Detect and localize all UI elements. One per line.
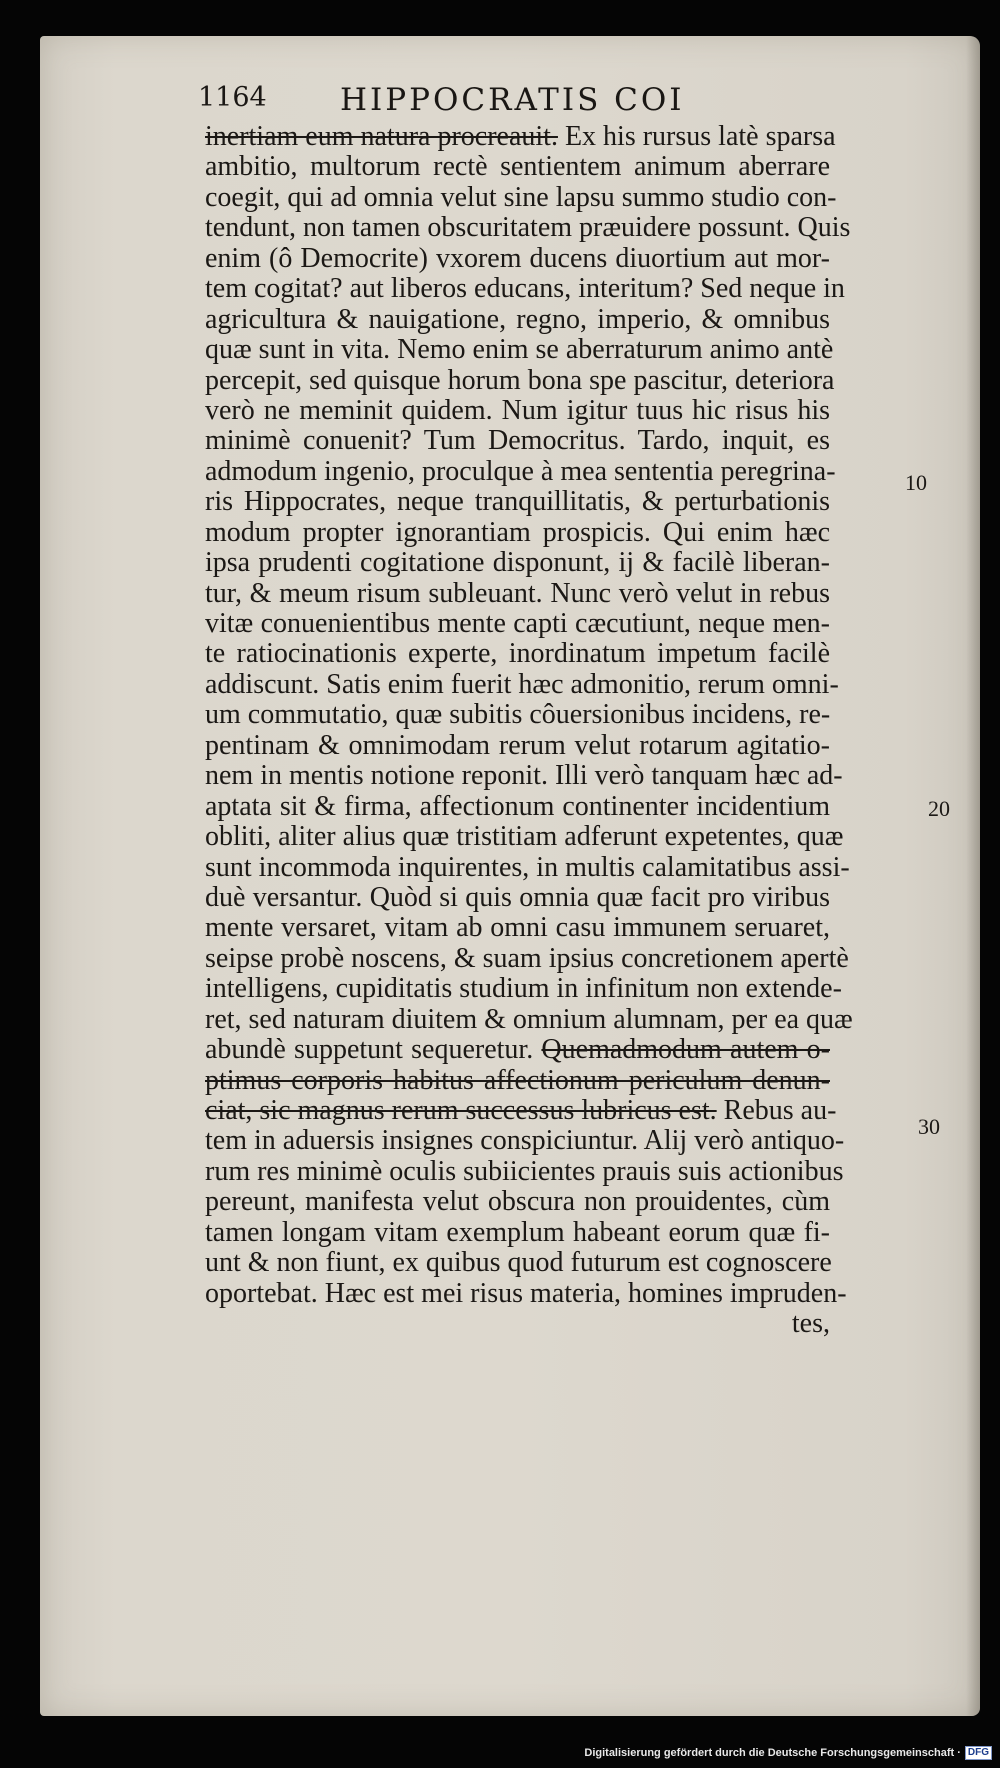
line-text: rum res minimè oculis subiicientes prauis suis actionibus <box>205 1155 844 1187</box>
text-line <box>205 1248 830 1278</box>
running-title: HIPPOCRATIS COI <box>340 82 685 118</box>
line-text: tem cogitat? aut liberos educans, interitum? Sed neque in <box>205 273 845 305</box>
line-text: unt & non fiunt, ex quibus quod futurum est cognoscere <box>205 1247 832 1279</box>
text-line <box>205 760 843 792</box>
text-line <box>205 334 834 366</box>
text-line <box>205 1003 853 1035</box>
line-text: enim (ô Democrite) vxorem ducens diuortium aut mor- <box>205 242 830 274</box>
line-text: addiscunt. Satis enim fuerit hæc admonitio, rerum omni- <box>205 668 839 700</box>
text-line <box>205 244 830 274</box>
text-line <box>205 942 849 974</box>
struck-text: ciat, sic magnus rerum successus lubricus est. <box>205 1095 717 1126</box>
line-text: ret, sed naturam diuitem & omnium alumnam, per ea quæ <box>205 1003 853 1035</box>
line-text: Rebus au- <box>716 1095 837 1126</box>
line-text: oportebat. Hæc est mei risus materia, homines impruden- <box>205 1277 847 1309</box>
line-text: pentinam & omnimodam rerum velut rotarum agitatio- <box>205 729 830 761</box>
text-line <box>205 1066 830 1096</box>
line-text: agricultura & nauigatione, regno, imperio, & omnibus <box>205 303 830 335</box>
text-line <box>205 639 830 669</box>
text-line <box>205 1277 847 1309</box>
text-line <box>205 426 830 456</box>
line-text: minimè conuenit? Tum Democritus. Tardo, inquit, es <box>205 425 830 457</box>
line-text: ambitio, multorum rectè sentientem animum aberrare <box>205 151 830 183</box>
text-line <box>205 121 836 152</box>
text-line <box>205 792 830 822</box>
line-text: ipsa prudenti cogitatione disponunt, ij & facilè liberan- <box>205 547 830 579</box>
text-line <box>205 548 830 578</box>
line-text: nem in mentis notione reponit. Illi verò tanquam hæc ad- <box>205 760 843 792</box>
line-text: Ex his rursus latè sparsa <box>557 121 836 152</box>
text-line <box>205 518 830 548</box>
text-line <box>205 668 839 700</box>
line-text: admodum ingenio, proculque à mea sententia peregrina- <box>205 455 836 487</box>
text-line <box>205 913 830 943</box>
text-line <box>205 1095 837 1126</box>
line-text: percepit, sed quisque horum bona spe pascitur, deteriora <box>205 364 835 396</box>
line-text: duè versantur. Quòd si quis omnia quæ facit pro viribus <box>205 881 830 913</box>
text-line <box>205 1309 830 1339</box>
text-line <box>205 305 830 335</box>
margin-line-number: 20 <box>928 796 950 821</box>
text-line <box>205 273 845 305</box>
struck-text: inertiam eum natura procreauit. <box>205 121 558 152</box>
margin-line-number: 10 <box>905 470 927 495</box>
text-line <box>205 851 850 883</box>
line-text: coegit, qui ad omnia velut sine lapsu summo studio con- <box>205 181 837 213</box>
text-line <box>205 181 837 213</box>
text-line <box>205 579 830 609</box>
line-text: um commutatio, quæ subitis côuersionibus incidens, re- <box>205 699 831 731</box>
text-line <box>205 609 830 639</box>
text-line <box>205 1035 830 1065</box>
text-line <box>205 364 835 396</box>
credit-text: Digitalisierung gefördert durch die Deutsche Forschungsgemeinschaft · <box>584 1747 961 1759</box>
page-number: 1164 <box>198 82 267 113</box>
text-line <box>205 883 830 913</box>
text-line <box>205 731 830 761</box>
text-line <box>205 700 830 730</box>
line-text: tendunt, non tamen obscuritatem præuidere possunt. Quis <box>205 212 851 244</box>
line-text: modum propter ignorantiam prospicis. Qui enim hæc <box>205 516 830 548</box>
line-text: ris Hippocrates, neque tranquillitatis, & perturbationis <box>205 486 830 518</box>
line-text: aptata sit & firma, affectionum continenter incidentium <box>205 790 830 822</box>
struck-text: ptimus corporis habitus affectionum periculum denun- <box>205 1064 830 1096</box>
line-text: tur, & meum risum subleuant. Nunc verò velut in rebus <box>205 577 830 609</box>
line-text: intelligens, cupiditatis studium in infinitum non extende- <box>205 973 842 1005</box>
line-text: seipse probè noscens, & suam ipsius concretionem apertè <box>205 942 849 974</box>
line-text: te ratiocinationis experte, inordinatum impetum facilè <box>205 638 830 670</box>
text-line <box>205 1125 845 1157</box>
text-line <box>205 821 844 853</box>
text-line <box>205 396 830 426</box>
line-text: tem in aduersis insignes conspiciuntur. Alij verò antiquo- <box>205 1125 845 1157</box>
line-text: quæ sunt in vita. Nemo enim se aberraturum animo antè <box>205 334 834 366</box>
dfg-logo: DFG <box>965 1746 992 1760</box>
line-text: obliti, aliter alius quæ tristitiam adferunt expetentes, quæ <box>205 821 844 853</box>
digitization-credit <box>584 1746 992 1760</box>
struck-text: Quemadmodum autem o- <box>541 1034 830 1066</box>
line-text: tamen longam vitam exemplum habeant eorum quæ fi- <box>205 1216 830 1248</box>
text-line <box>205 1155 844 1187</box>
body-text <box>205 121 853 1340</box>
line-text: pereunt, manifesta velut obscura non prouidentes, cùm <box>205 1186 830 1218</box>
page-edge-shadow <box>966 36 980 1716</box>
text-line <box>205 212 851 244</box>
line-text: vitæ conuenientibus mente capti cæcutiunt, neque men- <box>205 608 830 639</box>
line-text: tes, <box>791 1308 830 1340</box>
line-text: verò ne meminit quidem. Num igitur tuus hic risus his <box>205 394 830 426</box>
text-line <box>205 1187 830 1217</box>
text-line <box>205 455 836 487</box>
running-head <box>198 82 814 122</box>
text-line <box>205 152 830 182</box>
line-text: sunt incommoda inquirentes, in multis calamitatibus assi- <box>205 851 850 883</box>
margin-line-number: 30 <box>918 1114 940 1139</box>
line-text: abundè suppetunt sequeretur. <box>205 1034 542 1066</box>
line-text: mente versaret, vitam ab omni casu immunem seruaret, <box>205 912 830 944</box>
text-line <box>205 1218 830 1248</box>
text-line <box>205 973 842 1005</box>
text-line <box>205 487 830 517</box>
